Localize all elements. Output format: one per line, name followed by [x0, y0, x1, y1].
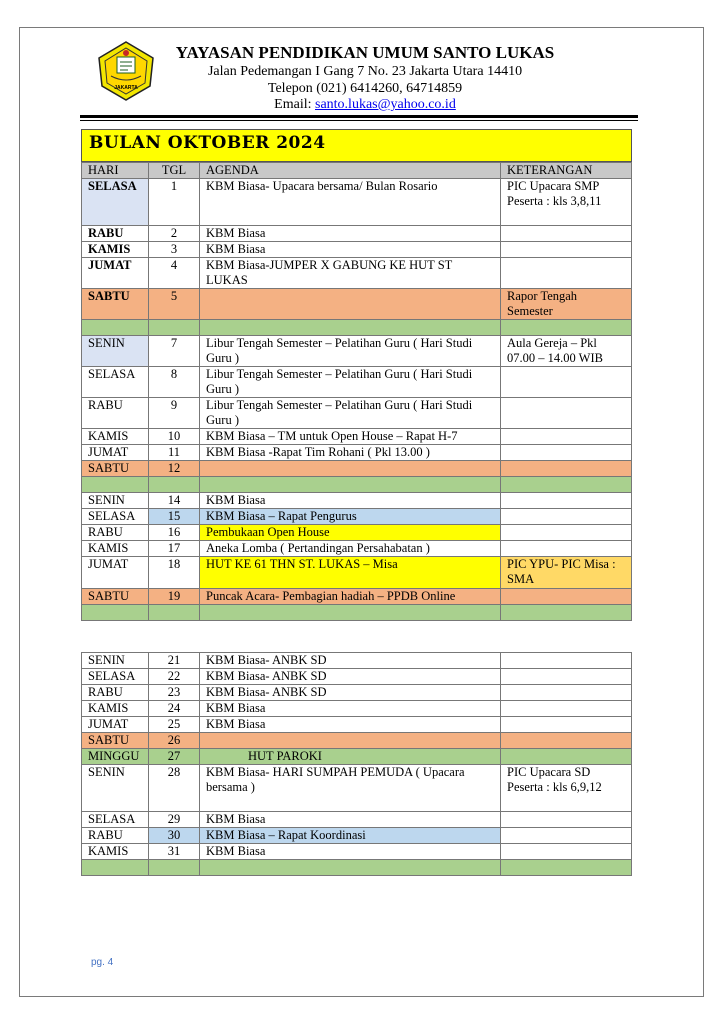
- table-row: [82, 509, 632, 525]
- notes-cell: [501, 509, 632, 525]
- spacer-row: [82, 860, 632, 876]
- notes-cell: [501, 493, 632, 509]
- agenda-cell: [200, 320, 501, 336]
- date-cell: 18: [149, 557, 200, 589]
- header-tgl: TGL: [149, 163, 200, 179]
- table-row: [82, 828, 632, 844]
- table-row: [82, 557, 632, 589]
- table-row: [82, 525, 632, 541]
- notes-cell: [501, 398, 632, 429]
- agenda-cell: KBM Biasa -Rapat Tim Rohani ( Pkl 13.00 ): [200, 445, 501, 461]
- day-cell: KAMIS: [82, 242, 149, 258]
- date-cell: 22: [149, 669, 200, 685]
- notes-cell: [501, 812, 632, 828]
- table-header-row: [82, 163, 632, 179]
- date-cell: 10: [149, 429, 200, 445]
- day-cell: RABU: [82, 226, 149, 242]
- notes-cell: [501, 226, 632, 242]
- address-line: Jalan Pedemangan I Gang 7 No. 23 Jakarta Utara 14410: [207, 64, 523, 79]
- svg-text:JAKARTA: JAKARTA: [114, 85, 138, 91]
- agenda-cell: KBM Biasa- ANBK SD: [200, 653, 501, 669]
- day-cell: SENIN: [82, 336, 149, 367]
- agenda-cell: Libur Tengah Semester – Pelatihan Guru ( Hari Studi Guru ): [200, 398, 501, 429]
- notes-cell: [501, 541, 632, 557]
- agenda-cell: [200, 289, 501, 320]
- day-cell: RABU: [82, 828, 149, 844]
- date-cell: 26: [149, 733, 200, 749]
- agenda-cell: KBM Biasa: [200, 812, 501, 828]
- day-cell: SENIN: [82, 765, 149, 812]
- notes-cell: [501, 860, 632, 876]
- notes-cell: [501, 828, 632, 844]
- date-cell: 8: [149, 367, 200, 398]
- day-cell: SENIN: [82, 493, 149, 509]
- date-cell: 31: [149, 844, 200, 860]
- date-cell: 16: [149, 525, 200, 541]
- agenda-cell: KBM Biasa- Upacara bersama/ Bulan Rosario: [200, 179, 501, 226]
- date-cell: 30: [149, 828, 200, 844]
- day-cell: SABTU: [82, 589, 149, 605]
- table-row: [82, 749, 632, 765]
- agenda-cell: Puncak Acara- Pembagian hadiah – PPDB Online: [200, 589, 501, 605]
- date-cell: 24: [149, 701, 200, 717]
- day-cell: RABU: [82, 525, 149, 541]
- notes-cell: [501, 258, 632, 289]
- notes-cell: Rapor Tengah Semester: [501, 289, 632, 320]
- notes-cell: [501, 733, 632, 749]
- date-cell: [149, 320, 200, 336]
- date-cell: 23: [149, 685, 200, 701]
- table-row: [82, 242, 632, 258]
- spacer-row: [82, 320, 632, 336]
- date-cell: [149, 860, 200, 876]
- table-row: [82, 226, 632, 242]
- date-cell: [149, 477, 200, 493]
- table-row: [82, 445, 632, 461]
- table-row: [82, 429, 632, 445]
- date-cell: 11: [149, 445, 200, 461]
- date-cell: 4: [149, 258, 200, 289]
- date-cell: 25: [149, 717, 200, 733]
- spacer-row: [82, 605, 632, 621]
- header-keterangan: KETERANGAN: [501, 163, 632, 179]
- day-cell: [82, 860, 149, 876]
- foundation-logo: [95, 40, 157, 102]
- agenda-cell: [200, 461, 501, 477]
- agenda-cell: [200, 733, 501, 749]
- notes-cell: PIC YPU- PIC Misa : SMA: [501, 557, 632, 589]
- email-link[interactable]: santo.lukas@yahoo.co.id: [315, 97, 456, 112]
- agenda-cell: KBM Biasa- ANBK SD: [200, 685, 501, 701]
- notes-cell: [501, 429, 632, 445]
- table-row: [82, 179, 632, 226]
- month-title: BULAN OKTOBER 2024: [89, 133, 326, 153]
- email-line: [160, 97, 570, 113]
- table-row: [82, 653, 632, 669]
- day-cell: SELASA: [82, 179, 149, 226]
- day-cell: RABU: [82, 398, 149, 429]
- notes-cell: [501, 445, 632, 461]
- phone-line: Telepon (021) 6414260, 64714859: [267, 81, 463, 96]
- day-cell: MINGGU: [82, 749, 149, 765]
- table-row: [82, 765, 632, 812]
- agenda-cell: KBM Biasa: [200, 717, 501, 733]
- notes-cell: [501, 242, 632, 258]
- header-rule-thick: [80, 115, 638, 118]
- day-cell: [82, 605, 149, 621]
- table-row: [82, 541, 632, 557]
- day-cell: KAMIS: [82, 541, 149, 557]
- header-hari: HARI: [82, 163, 149, 179]
- table-row: [82, 589, 632, 605]
- schedule-table-1: [81, 162, 632, 621]
- notes-cell: [501, 749, 632, 765]
- agenda-cell: KBM Biasa- HARI SUMPAH PEMUDA ( Upacara bersama ): [200, 765, 501, 812]
- email-label: Email:: [274, 97, 315, 112]
- date-cell: 29: [149, 812, 200, 828]
- date-cell: 28: [149, 765, 200, 812]
- agenda-cell: Libur Tengah Semester – Pelatihan Guru ( Hari Studi Guru ): [200, 367, 501, 398]
- table-row: [82, 717, 632, 733]
- page-number: pg. 4: [91, 957, 114, 968]
- table-row: [82, 669, 632, 685]
- date-cell: 15: [149, 509, 200, 525]
- agenda-cell: KBM Biasa-JUMPER X GABUNG KE HUT ST LUKAS: [200, 258, 501, 289]
- date-cell: 2: [149, 226, 200, 242]
- date-cell: 27: [149, 749, 200, 765]
- date-cell: [149, 605, 200, 621]
- notes-cell: Aula Gereja – Pkl 07.00 – 14.00 WIB: [501, 336, 632, 367]
- notes-cell: [501, 320, 632, 336]
- notes-cell: [501, 589, 632, 605]
- table-row: [82, 258, 632, 289]
- notes-cell: [501, 653, 632, 669]
- notes-cell: [501, 685, 632, 701]
- agenda-cell: [200, 477, 501, 493]
- agenda-cell: KBM Biasa- ANBK SD: [200, 669, 501, 685]
- table-row: [82, 493, 632, 509]
- day-cell: SABTU: [82, 733, 149, 749]
- schedule-table-2: [81, 652, 632, 876]
- date-cell: 19: [149, 589, 200, 605]
- day-cell: JUMAT: [82, 717, 149, 733]
- organization-name: YAYASAN PENDIDIKAN UMUM SANTO LUKAS: [175, 43, 555, 62]
- date-cell: 9: [149, 398, 200, 429]
- notes-cell: PIC Upacara SD Peserta : kls 6,9,12: [501, 765, 632, 812]
- table-row: [82, 701, 632, 717]
- day-cell: SELASA: [82, 509, 149, 525]
- agenda-cell: KBM Biasa: [200, 493, 501, 509]
- agenda-cell: HUT PAROKI: [200, 749, 501, 765]
- agenda-cell: KBM Biasa: [200, 226, 501, 242]
- agenda-cell: [200, 860, 501, 876]
- agenda-cell: KBM Biasa – Rapat Koordinasi: [200, 828, 501, 844]
- agenda-cell: HUT KE 61 THN ST. LUKAS – Misa: [200, 557, 501, 589]
- table-row: [82, 844, 632, 860]
- date-cell: 14: [149, 493, 200, 509]
- table-row: [82, 367, 632, 398]
- date-cell: 21: [149, 653, 200, 669]
- date-cell: 12: [149, 461, 200, 477]
- agenda-cell: KBM Biasa: [200, 844, 501, 860]
- day-cell: KAMIS: [82, 701, 149, 717]
- day-cell: JUMAT: [82, 557, 149, 589]
- day-cell: SELASA: [82, 669, 149, 685]
- notes-cell: [501, 717, 632, 733]
- header-agenda: AGENDA: [200, 163, 501, 179]
- table-row: [82, 336, 632, 367]
- notes-cell: [501, 701, 632, 717]
- date-cell: 5: [149, 289, 200, 320]
- date-cell: 7: [149, 336, 200, 367]
- day-cell: SENIN: [82, 653, 149, 669]
- agenda-cell: Pembukaan Open House: [200, 525, 501, 541]
- notes-cell: [501, 844, 632, 860]
- notes-cell: [501, 605, 632, 621]
- table-row: [82, 685, 632, 701]
- day-cell: SELASA: [82, 367, 149, 398]
- day-cell: RABU: [82, 685, 149, 701]
- notes-cell: [501, 367, 632, 398]
- agenda-cell: Libur Tengah Semester – Pelatihan Guru ( Hari Studi Guru ): [200, 336, 501, 367]
- notes-cell: PIC Upacara SMP Peserta : kls 3,8,11: [501, 179, 632, 226]
- header-rule-thin: [80, 120, 638, 121]
- day-cell: [82, 477, 149, 493]
- agenda-cell: KBM Biasa – Rapat Pengurus: [200, 509, 501, 525]
- notes-cell: [501, 525, 632, 541]
- spacer-row: [82, 477, 632, 493]
- day-cell: KAMIS: [82, 429, 149, 445]
- day-cell: SABTU: [82, 461, 149, 477]
- agenda-cell: KBM Biasa: [200, 701, 501, 717]
- notes-cell: [501, 669, 632, 685]
- date-cell: 3: [149, 242, 200, 258]
- day-cell: SELASA: [82, 812, 149, 828]
- agenda-cell: KBM Biasa: [200, 242, 501, 258]
- agenda-cell: [200, 605, 501, 621]
- table-row: [82, 289, 632, 320]
- date-cell: 1: [149, 179, 200, 226]
- date-cell: 17: [149, 541, 200, 557]
- day-cell: SABTU: [82, 289, 149, 320]
- day-cell: JUMAT: [82, 445, 149, 461]
- table-row: [82, 461, 632, 477]
- notes-cell: [501, 477, 632, 493]
- day-cell: KAMIS: [82, 844, 149, 860]
- table-row: [82, 398, 632, 429]
- day-cell: JUMAT: [82, 258, 149, 289]
- table-row: [82, 812, 632, 828]
- notes-cell: [501, 461, 632, 477]
- day-cell: [82, 320, 149, 336]
- month-banner: [81, 129, 632, 162]
- table-row: [82, 733, 632, 749]
- agenda-cell: Aneka Lomba ( Pertandingan Persahabatan ): [200, 541, 501, 557]
- agenda-cell: KBM Biasa – TM untuk Open House – Rapat H-7: [200, 429, 501, 445]
